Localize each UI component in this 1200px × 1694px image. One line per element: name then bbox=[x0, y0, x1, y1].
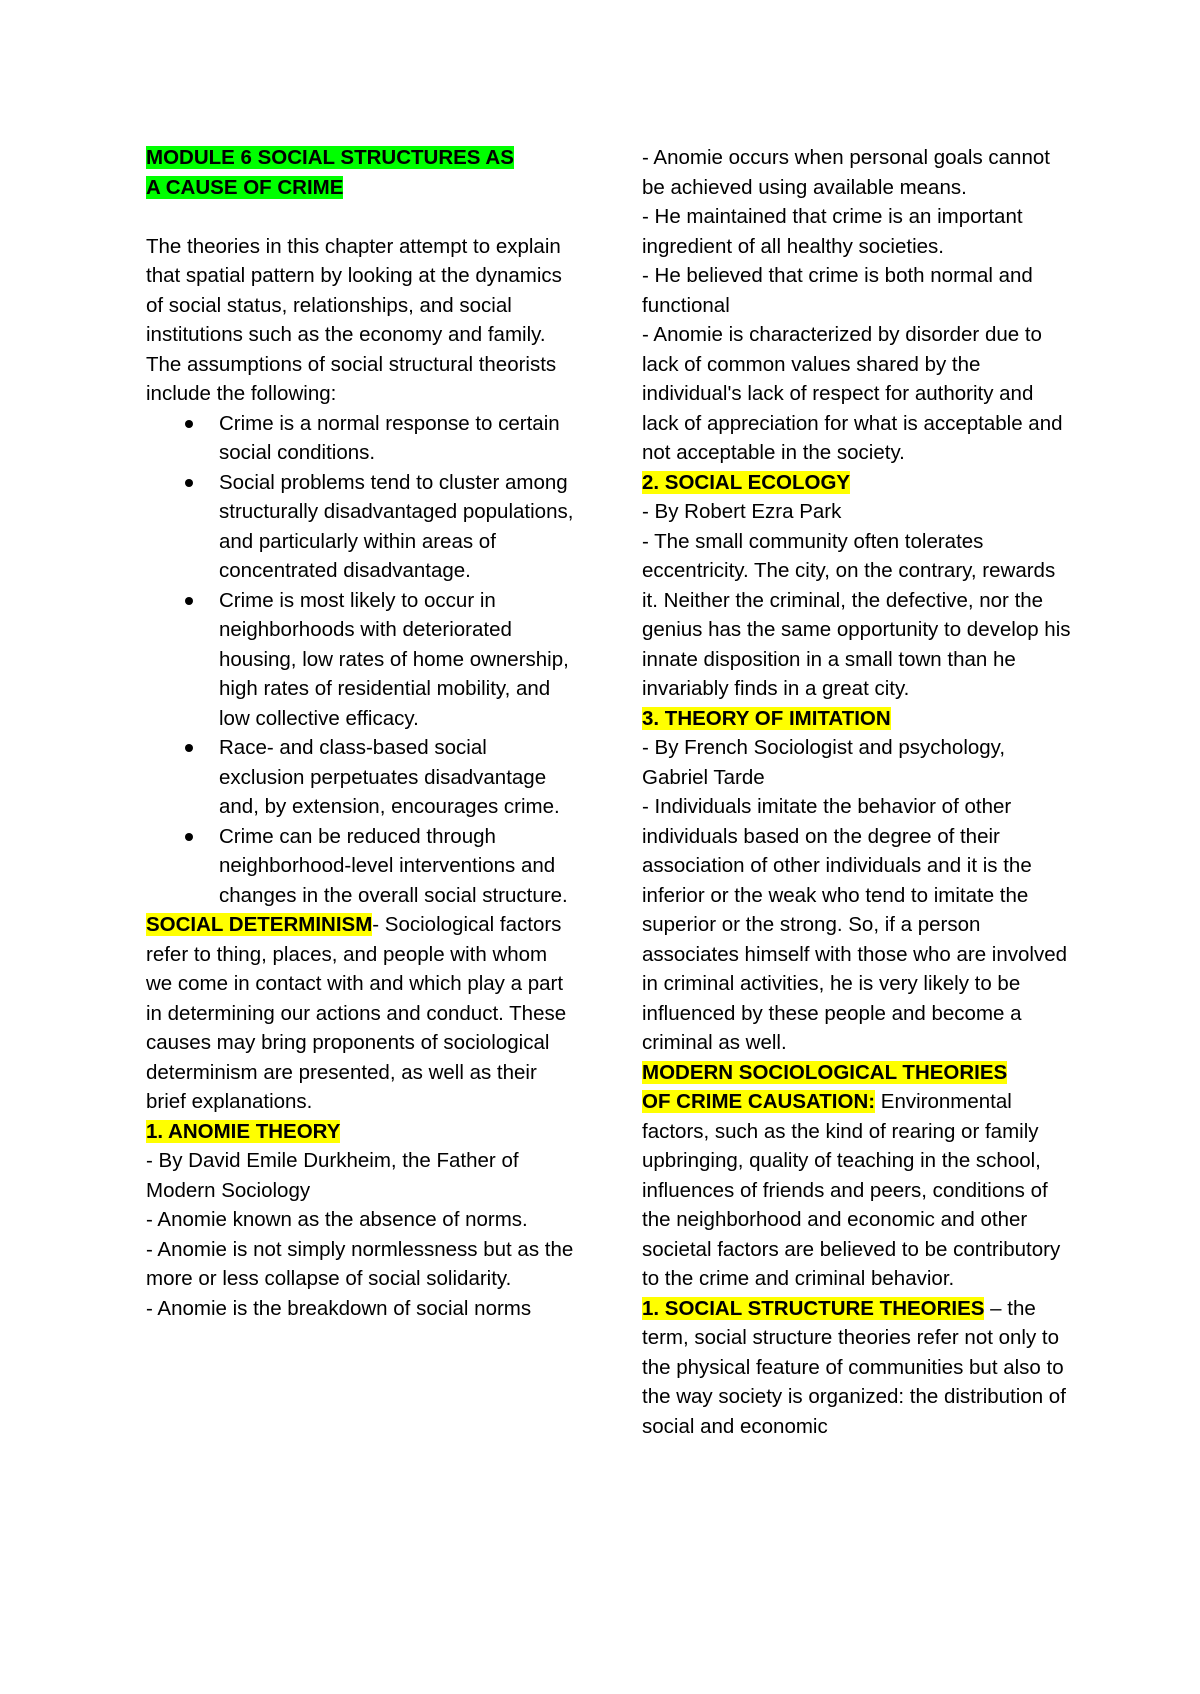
structure-paragraph bbox=[642, 1294, 1072, 1442]
modern-theories-paragraph bbox=[642, 1058, 1072, 1294]
intro-paragraph: The theories in this chapter attempt to explain that spatial pattern by looking at the dynamics of social status, relationships, and social institutions such as the economy and family. The assumptions of social structural theorists include the following: bbox=[146, 234, 562, 405]
assumptions-list bbox=[146, 409, 576, 911]
structure-text: – the term, social structure theories refer not only to the physical feature of communities but also to the way society is organized: the distribution of social and economic bbox=[642, 1296, 1066, 1438]
imitation-line: - By French Sociologist and psychology, Gabriel Tarde bbox=[642, 736, 1006, 789]
module-title-line1: MODULE 6 SOCIAL STRUCTURES AS bbox=[146, 146, 514, 169]
imitation-heading bbox=[642, 704, 1072, 734]
anomie-cont-line: - He believed that crime is both normal and functional bbox=[642, 264, 1033, 317]
anomie-line: - By David Emile Durkheim, the Father of Modern Sociology bbox=[146, 1149, 519, 1202]
anomie-line: - Anomie known as the absence of norms. bbox=[146, 1208, 528, 1231]
social-determinism-paragraph bbox=[146, 910, 576, 1117]
anomie-cont-line: - He maintained that crime is an important ingredient of all healthy societies. bbox=[642, 205, 1023, 258]
imitation-line: - Individuals imitate the behavior of other individuals based on the degree of their association of other individuals and it is the inferior or the weak who tend to imitate the superior or the strong. So, if a person associates himself with those who are involved in criminal activities, he is very likely to be influenced by these people and become a criminal as well. bbox=[642, 795, 1068, 1054]
anomie-cont-line: - Anomie is characterized by disorder due to lack of common values shared by the individual's lack of respect for authority and lack of appreciation for what is acceptable and not acceptable in the society. bbox=[642, 323, 1063, 464]
social-ecology-line: - By Robert Ezra Park bbox=[642, 500, 842, 523]
social-ecology-heading-text: 2. SOCIAL ECOLOGY bbox=[642, 470, 851, 494]
imitation-heading-text: 3. THEORY OF IMITATION bbox=[642, 706, 891, 730]
list-item: Crime is most likely to occur in neighborhoods with deteriorated housing, low rates of home ownership, high rates of residential mobility, and low collective efficacy. bbox=[219, 586, 576, 734]
module-title-line2: A CAUSE OF CRIME bbox=[146, 175, 344, 199]
anomie-cont-line: - Anomie occurs when personal goals cannot be achieved using available means. bbox=[642, 146, 1050, 199]
social-determinism-text: - Sociological factors refer to thing, places, and people with whom we come in contact with and which play a part in determining our actions and conduct. These causes may bring proponents of sociological determinism are presented, as well as their brief explanations. bbox=[146, 913, 567, 1113]
anomie-heading-text: 1. ANOMIE THEORY bbox=[146, 1119, 341, 1143]
right-column bbox=[642, 143, 1072, 1441]
social-ecology-heading bbox=[642, 468, 1072, 498]
modern-heading-line2: OF CRIME CAUSATION: bbox=[642, 1090, 876, 1113]
modern-heading-line1: MODERN SOCIOLOGICAL THEORIES bbox=[642, 1060, 1008, 1084]
list-item: Crime is a normal response to certain social conditions. bbox=[219, 409, 576, 468]
social-determinism-heading: SOCIAL DETERMINISM bbox=[146, 913, 373, 936]
structure-heading: 1. SOCIAL STRUCTURE THEORIES bbox=[642, 1296, 985, 1320]
list-item: Race- and class-based social exclusion perpetuates disadvantage and, by extension, encourages crime. bbox=[219, 733, 576, 822]
anomie-line: - Anomie is not simply normlessness but as the more or less collapse of social solidarity. bbox=[146, 1237, 574, 1290]
modern-text: Environmental factors, such as the kind of rearing or family upbringing, quality of teaching in the school, influences of friends and peers, conditions of the neighborhood and economic and other societal factors are believed to be contributory to the crime and criminal behavior. bbox=[642, 1090, 1061, 1290]
list-item: Crime can be reduced through neighborhood-level interventions and changes in the overall social structure. bbox=[219, 822, 576, 911]
list-item: Social problems tend to cluster among structurally disadvantaged populations, and particularly within areas of concentrated disadvantage. bbox=[219, 468, 576, 586]
social-ecology-line: - The small community often tolerates eccentricity. The city, on the contrary, rewards it. Neither the criminal, the defective, nor the genius has the same opportunity to develop his innate disposition in a small town than he invariably finds in a great city. bbox=[642, 529, 1071, 700]
module-title bbox=[146, 143, 576, 202]
anomie-line: - Anomie is the breakdown of social norms bbox=[146, 1296, 532, 1320]
anomie-heading bbox=[146, 1117, 576, 1147]
blank-line bbox=[146, 202, 576, 232]
left-column bbox=[146, 143, 576, 1323]
